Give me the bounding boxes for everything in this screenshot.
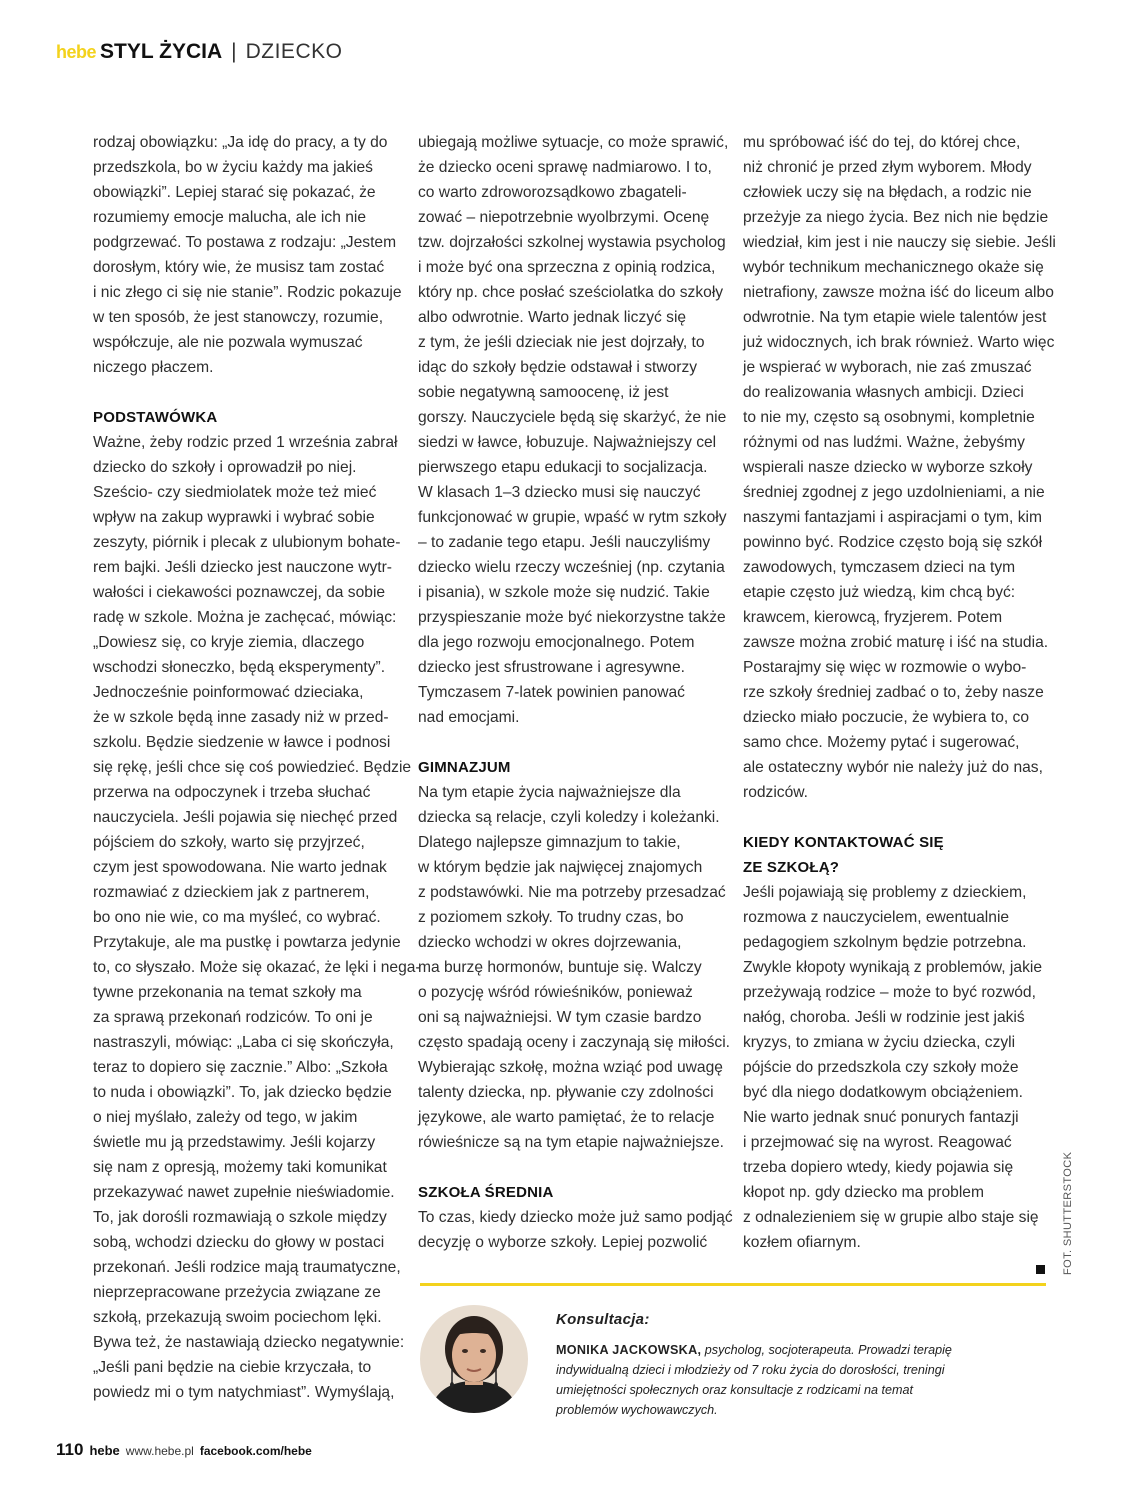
text-line: podgrzewać. To postawa z rodzaju: „Jestem: [93, 234, 397, 251]
text-line: wschodzi słoneczko, będą eksperymenty”.: [93, 659, 386, 676]
hebe-logo: hebe: [56, 42, 97, 62]
text-line: to nuda i obowiązki”. To, jak dziecko będzie: [93, 1084, 392, 1101]
text-line: krawcem, kierowcą, fryzjerem. Potem: [743, 609, 1003, 626]
text-line: szkolu. Będzie siedzenie w ławce i podnosi: [93, 734, 391, 751]
text-line: – to zadanie tego etapu. Jeśli nauczyliśmy: [418, 534, 711, 551]
text-line: decyzję o wyborze szkoły. Lepiej pozwolić: [418, 1234, 708, 1251]
text-line: niczego płaczem.: [93, 359, 214, 376]
text-line: o niej myślało, zależy od tego, w jakim: [93, 1109, 358, 1126]
text-line: zować – niepotrzebnie wyolbrzymi. Ocenę: [418, 209, 710, 226]
text-line: przeżywają rodzice – może to być rozwód,: [743, 984, 1036, 1001]
text-line: ma burzę hormonów, buntuje się. Walczy: [418, 959, 702, 976]
text-line: współczuje, ale nie pozwala wymuszać: [93, 334, 363, 351]
text-line: że w szkole będą inne zasady niż w przed-: [93, 709, 389, 726]
text-line: funkcjonować w grupie, wpaść w rytm szkoły: [418, 509, 727, 526]
paragraph-gap: [743, 805, 1043, 830]
end-of-article-mark: [1036, 1265, 1045, 1274]
article-column-2: [418, 130, 733, 1255]
consultation-divider: [420, 1283, 1046, 1286]
text-line: z odnalezieniem się w grupie albo staje się: [743, 1209, 1039, 1226]
text-line: To czas, kiedy dziecko może już samo podjąć: [418, 1209, 733, 1226]
header-separator: |: [231, 40, 237, 63]
text-line: dziecko wielu rzeczy wcześniej (np. czytania: [418, 559, 725, 576]
text-line: za sprawą przekonań rodziców. To oni je: [93, 1009, 373, 1026]
text-line: obowiązki”. Lepiej starać się pokazać, że: [93, 184, 376, 201]
text-line: zawodowych, tymczasem dzieci na tym: [743, 559, 1016, 576]
article-column-1: [93, 130, 421, 1405]
text-line: tywne przekonania na temat szkoły ma: [93, 984, 362, 1001]
section-heading: KIEDY KONTAKTOWAĆ SIĘ: [743, 834, 944, 851]
text-line: z podstawówki. Nie ma potrzeby przesadzać: [418, 884, 726, 901]
text-line: tzw. dojrzałości szkolnej wystawia psycholog: [418, 234, 726, 251]
text-line: ale ostateczny wybór nie należy już do nas,: [743, 759, 1043, 776]
text-line: odwrotnie. Na tym etapie wiele talentów jest: [743, 309, 1047, 326]
text-line: powiedz mi o tym natychmiast”. Wymyślają,: [93, 1384, 395, 1401]
text-line: wpływ na zakup wyprawki i wybrać sobie: [93, 509, 375, 526]
text-line: talenty dziecka, np. pływanie czy zdolności: [418, 1084, 714, 1101]
text-line: dziecko jest sfrustrowane i agresywne.: [418, 659, 685, 676]
text-line: człowiek uczy się na błędach, a rodzic nie: [743, 184, 1032, 201]
text-line: Tymczasem 7-latek powinien panować: [418, 684, 685, 701]
text-line: nad emocjami.: [418, 709, 520, 726]
footer-brand: hebe: [89, 1443, 120, 1458]
text-line: świetle mu ją przedstawimy. Jeśli kojarzy: [93, 1134, 376, 1151]
consultation-title: Konsultacja:: [556, 1311, 650, 1328]
text-line: przeżyje za niego życia. Bez nich nie będzie: [743, 209, 1049, 226]
text-line: kryzys, to zmiana w życiu dziecka, czyli: [743, 1034, 1016, 1051]
text-line: z tym, że jeśli dzieciak nie jest dojrzały, to: [418, 334, 705, 351]
text-line: nastraszyli, mówiąc: „Laba ci się skończyła,: [93, 1034, 394, 1051]
text-line: rozumiemy emocje malucha, ale ich nie: [93, 209, 367, 226]
text-line: trzeba dopiero wtedy, kiedy pojawia się: [743, 1159, 1014, 1176]
text-line: Wybierając szkołę, można wziąć pod uwagę: [418, 1059, 723, 1076]
text-line: rem bajki. Jeśli dziecko jest nauczone wytr-: [93, 559, 392, 576]
paragraph-gap: [93, 380, 393, 405]
text-line: albo odwrotnie. Warto jednak liczyć się: [418, 309, 687, 326]
text-line: Dlatego najlepsze gimnazjum to takie,: [418, 834, 681, 851]
text-line: je wspierać w wyborach, nie zaś zmuszać: [743, 359, 1032, 376]
text-line: dla jego rozwoju emocjonalnego. Potem: [418, 634, 695, 651]
text-line: zawsze można zrobić maturę i iść na studia.: [743, 634, 1049, 651]
text-line: Jednocześnie poinformować dzieciaka,: [93, 684, 364, 701]
text-line: rozmowa z nauczycielem, ewentualnie: [743, 909, 1010, 926]
text-line: się rękę, jeśli chce się coś powiedzieć. Będzie: [93, 759, 412, 776]
text-line: z poziomem szkoły. To trudny czas, bo: [418, 909, 684, 926]
text-line: rówieśnicze są na tym etapie najważniejsze.: [418, 1134, 724, 1151]
text-line: wybór technikum mechanicznego okaże się: [743, 259, 1044, 276]
text-line: kozłem ofiarnym.: [743, 1234, 861, 1251]
text-line: etapie często już wiedzą, kim chcą być:: [743, 584, 1016, 601]
text-line: kłopot np. gdy dziecko ma problem: [743, 1184, 984, 1201]
text-line: pójście do przedszkola czy szkoły może: [743, 1059, 1019, 1076]
text-line: Sześcio- czy siedmiolatek może też mieć: [93, 484, 377, 501]
text-line: Bywa też, że nastawiają dziecko negatywnie:: [93, 1334, 405, 1351]
text-line: wałości i ciekawości poznawczej, da sobie: [93, 584, 386, 601]
text-line: mu spróbować iść do tej, do której chce,: [743, 134, 1021, 151]
photo-credit: FOT. SHUTTERSTOCK: [1062, 1151, 1074, 1275]
text-line: dziecko wchodzi w okres dojrzewania,: [418, 934, 682, 951]
text-line: przedszkola, bo w życiu każdy ma jakieś: [93, 159, 373, 176]
text-line: rodzaj obowiązku: „Ja idę do pracy, a ty do: [93, 134, 388, 151]
text-line: wspierali nasze dziecko w wyborze szkoły: [743, 459, 1033, 476]
text-line: często spadają oceny i zaczynają się miłości.: [418, 1034, 731, 1051]
text-line: powinno być. Rodzice często boją się szkół: [743, 534, 1043, 551]
text-line: Zwykle kłopoty wynikają z problemów, jakie: [743, 959, 1042, 976]
text-line: pierwszego etapu edukacji to socjalizacja.: [418, 459, 708, 476]
section-heading: ZE SZKOŁĄ?: [743, 859, 840, 876]
text-line: sobą, wchodzi dziecku do głowy w postaci: [93, 1234, 385, 1251]
text-line: teraz to dopiero się zacznie.” Albo: „Szkoła: [93, 1059, 388, 1076]
text-line: rodziców.: [743, 784, 809, 801]
text-line: i może być ona sprzeczna z opinią rodzica,: [418, 259, 716, 276]
text-line: dorosłym, który wie, że musisz tam zostać: [93, 259, 385, 276]
page-footer: [56, 1440, 312, 1460]
text-line: i nic złego ci się nie stanie”. Rodzic pokazuje: [93, 284, 402, 301]
text-line: nauczyciela. Jeśli pojawia się niechęć przed: [93, 809, 398, 826]
text-line: językowe, ale warto pamiętać, że to relacje: [418, 1109, 715, 1126]
text-line: wiedział, kim jest i nie nauczy się siebie. Jeśli: [743, 234, 1056, 251]
section-heading: GIMNAZJUM: [418, 759, 511, 776]
text-line: siedzi w ławce, łobuzuje. Najważniejszy cel: [418, 434, 717, 451]
paragraph-gap: [418, 1155, 718, 1180]
text-line: być dla niego dodatkowym obciążeniem.: [743, 1084, 1023, 1101]
text-line: Nie warto jednak snuć ponurych fantazji: [743, 1109, 1019, 1126]
section-heading: PODSTAWÓWKA: [93, 409, 218, 426]
text-line: to nie my, często są osobnymi, kompletnie: [743, 409, 1035, 426]
text-line: rozmawiać z dzieckiem jak z partnerem,: [93, 884, 370, 901]
page-header: [56, 40, 342, 72]
text-line: nieprzepracowane przeżycia związane ze: [93, 1284, 381, 1301]
text-line: Na tym etapie życia najważniejsze dla: [418, 784, 681, 801]
text-line: pójściem do szkoły, warto się przyjrzeć,: [93, 834, 365, 851]
text-line: się nam z opresją, możemy taki komunikat: [93, 1159, 387, 1176]
text-line: gorszy. Nauczyciele będą się skarżyć, że nie: [418, 409, 727, 426]
text-line: co warto zdroworozsądkowo zbagateli-: [418, 184, 687, 201]
consultant-name: MONIKA JACKOWSKA,: [556, 1343, 702, 1357]
text-line: o pozycję wśród rówieśników, ponieważ: [418, 984, 693, 1001]
text-line: W klasach 1–3 dziecko musi się nauczyć: [418, 484, 701, 501]
facebook-link[interactable]: facebook.com/hebe: [199, 1444, 312, 1458]
text-line: To, jak dorośli rozmawiają o szkole między: [93, 1209, 387, 1226]
text-line: dziecko miało poczucie, że wybiera to, co: [743, 709, 1030, 726]
text-line: że dziecko oceni sprawę nadmiarowo. I to,: [418, 159, 712, 176]
consultation-line: problemów wychowawczych.: [556, 1403, 718, 1417]
consultant-photo: [420, 1305, 528, 1413]
text-line: przekonań. Jeśli rodzice mają traumatyczne,: [93, 1259, 401, 1276]
text-line: niż chronić je przed złym wyborem. Młody: [743, 159, 1032, 176]
text-line: radę w szkole. Można je zachęcać, mówiąc:: [93, 609, 397, 626]
text-line: różnymi od nas ludźmi. Ważne, żebyśmy: [743, 434, 1025, 451]
text-line: przekazywać nawet zupełnie nieświadomie.: [93, 1184, 395, 1201]
text-line: samo chce. Możemy pytać i sugerować,: [743, 734, 1020, 751]
consultation-line: umiejętności społecznych oraz konsultacje z rodzicami na temat: [556, 1383, 913, 1397]
text-line: naszymi fantazjami i aspiracjami o tym, kim: [743, 509, 1042, 526]
consultation-text: [556, 1340, 1026, 1420]
text-line: ubiegają możliwe sytuacje, co może sprawić,: [418, 134, 729, 151]
text-line: dziecka są relacje, czyli koledzy i koleżanki.: [418, 809, 720, 826]
text-line: czym jest spowodowana. Nie warto jednak: [93, 859, 387, 876]
text-line: nietrafiony, zawsze można iść do liceum albo: [743, 284, 1054, 301]
text-line: Jeśli pojawiają się problemy z dzieckiem,: [743, 884, 1027, 901]
text-line: i przejmować się na wyrost. Reagować: [743, 1134, 1012, 1151]
text-line: zeszyty, piórnik i plecak z ulubionym bohate-: [93, 534, 401, 551]
subsection-title: DZIECKO: [245, 40, 343, 63]
text-line: w którym będzie jak najwięcej znajomych: [418, 859, 703, 876]
website-link[interactable]: www.hebe.pl: [125, 1444, 194, 1458]
page-number: 110: [56, 1440, 84, 1459]
text-line: „Jeśli pani będzie na ciebie krzyczała, to: [93, 1359, 372, 1376]
text-line: Przytakuje, ale ma pustkę i powtarza jedynie: [93, 934, 401, 951]
text-line: średniej zgodnej z jego uzdolnieniami, a nie: [743, 484, 1045, 501]
consultant-portrait-icon: [420, 1305, 528, 1413]
text-line: szkołą, przekazują swoim pociechom lęki.: [93, 1309, 382, 1326]
paragraph-gap: [418, 730, 718, 755]
text-line: dziecko do szkoły i oprowadził po niej.: [93, 459, 357, 476]
text-line: bo ono nie wie, co ma myśleć, co wybrać.: [93, 909, 381, 926]
consultation-line: indywidualną dzieci i młodzieży od 7 roku życia do dorosłości, treningi: [556, 1363, 945, 1377]
text-line: Postarajmy się więc w rozmowie o wybo-: [743, 659, 1027, 676]
text-line: nałóg, choroba. Jeśli w rodzinie jest jakiś: [743, 1009, 1025, 1026]
text-line: już widocznych, ich brak również. Warto więc: [743, 334, 1055, 351]
text-line: przyspieszanie może być niekorzystne także: [418, 609, 726, 626]
text-line: to, co słyszało. Może się okazać, że lęki i nega-: [93, 959, 421, 976]
text-line: który np. chce posłać sześciolatka do szkoły: [418, 284, 724, 301]
consultation-line: MONIKA JACKOWSKA, psycholog, socjoterapeuta. Prowadzi terapię: [556, 1343, 952, 1357]
text-line: pedagogiem szkolnym będzie potrzebna.: [743, 934, 1027, 951]
text-line: w ten sposób, że jest stanowczy, rozumie,: [93, 309, 384, 326]
text-line: oni są najważniejsi. W tym czasie bardzo: [418, 1009, 702, 1026]
text-line: „Dowiesz się, co kryje ziemia, dlaczego: [93, 634, 365, 651]
section-title: STYL ŻYCIA: [100, 40, 223, 63]
text-line: idąc do szkoły będzie odstawał i stworzy: [418, 359, 698, 376]
text-line: rze szkoły średniej zadbać o to, żeby nasze: [743, 684, 1044, 701]
text-line: sobie negatywną samoocenę, iż jest: [418, 384, 669, 401]
article-column-3: [743, 130, 1056, 1255]
text-line: Ważne, żeby rodzic przed 1 września zabrał: [93, 434, 398, 451]
section-heading: SZKOŁA ŚREDNIA: [418, 1184, 554, 1201]
text-line: przerwa na odpoczynek i trzeba słuchać: [93, 784, 371, 801]
text-line: i pisania), w szkole może się nudzić. Takie: [418, 584, 710, 601]
text-line: do realizowania własnych ambicji. Dzieci: [743, 384, 1024, 401]
